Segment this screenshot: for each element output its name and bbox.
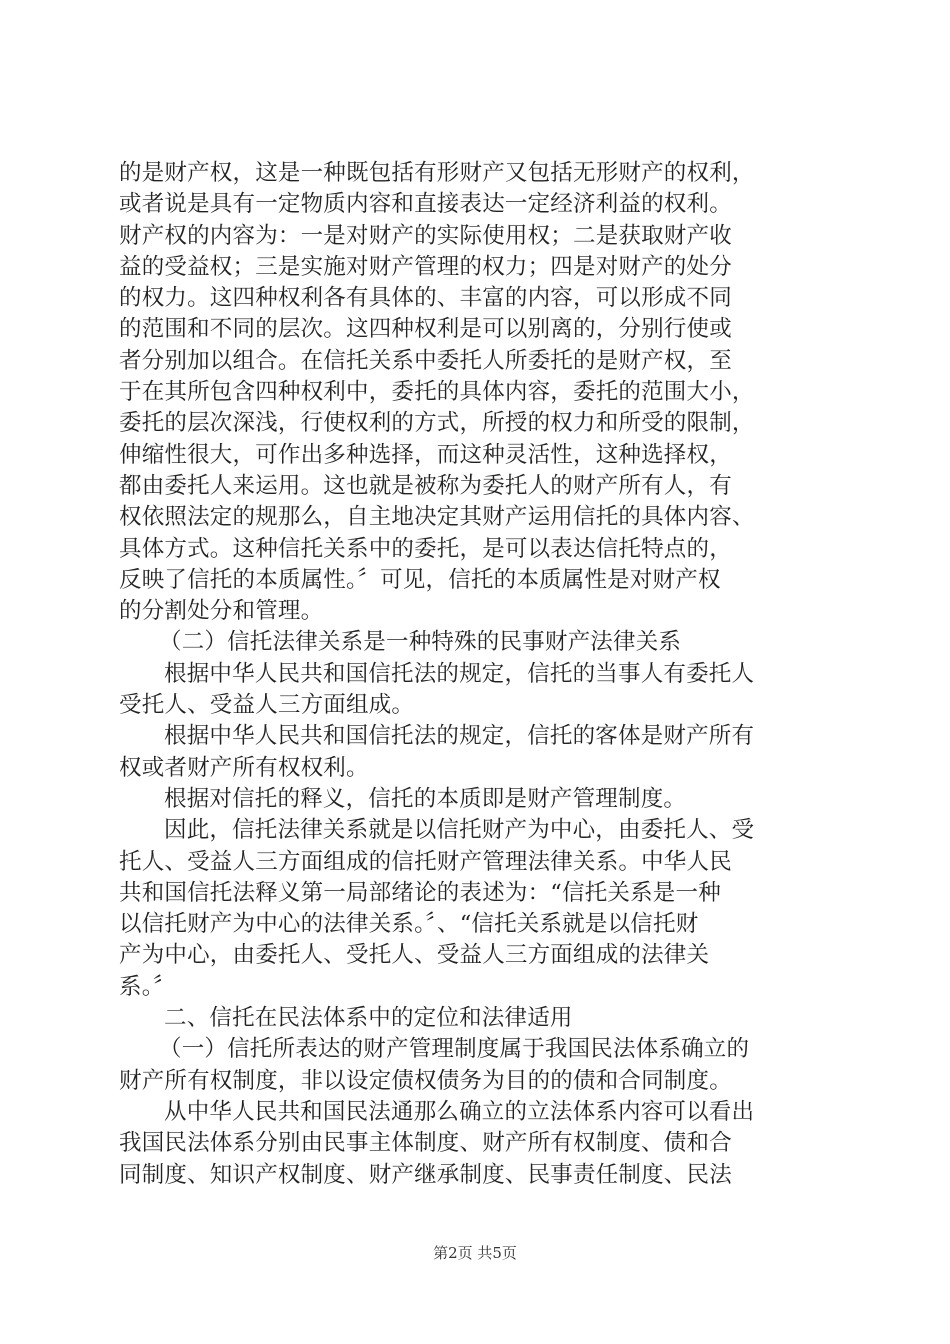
text-line: 我国民法体系分别由民事主体制度、财产所有权制度、债和合 bbox=[119, 1130, 732, 1157]
paragraph-start: 因此，信托法律关系就是以信托财产为中心，由委托人、受 bbox=[164, 817, 755, 844]
paragraph-start: 根据中华人民共和国信托法的规定，信托的当事人有委托人 bbox=[164, 660, 755, 687]
text-line: 者分别加以组合。在信托关系中委托人所委托的是财产权，至 bbox=[119, 347, 732, 374]
document-body bbox=[119, 158, 839, 1191]
paragraph-start: 根据对信托的释义，信托的本质即是财产管理制度。 bbox=[164, 785, 687, 812]
text-line: 委托的层次深浅，行使权利的方式，所授的权力和所受的限制， bbox=[119, 410, 755, 437]
paragraph-start: 从中华人民共和国民法通那么确立的立法体系内容可以看出 bbox=[164, 1098, 755, 1125]
text-line: 具体方式。这种信托关系中的委托，是可以表达信托特点的， bbox=[119, 535, 732, 562]
text-line: 于在其所包含四种权利中，委托的具体内容，委托的范围大小， bbox=[119, 379, 755, 406]
text-line: 共和国信托法释义第一局部绪论的表述为：“信托关系是一种 bbox=[119, 879, 721, 906]
text-line: 的权力。这四种权利各有具体的、丰富的内容，可以形成不同 bbox=[119, 285, 732, 312]
text-line: 的分割处分和管理。 bbox=[119, 598, 324, 625]
text-line: 以信托财产为中心的法律关系。〞、“信托关系就是以信托财 bbox=[119, 911, 699, 938]
text-line: 的范围和不同的层次。这四种权利是可以别离的，分别行使或 bbox=[119, 316, 732, 343]
text-line: 权或者财产所有权权利。 bbox=[119, 754, 369, 781]
text-line: 益的受益权；三是实施对财产管理的权力；四是对财产的处分 bbox=[119, 253, 732, 280]
section-heading: （一）信托所表达的财产管理制度属于我国民法体系确立的 bbox=[159, 1036, 750, 1063]
text-line: 托人、受益人三方面组成的信托财产管理法律关系。中华人民 bbox=[119, 848, 732, 875]
text-line: 同制度、知识产权制度、财产继承制度、民事责任制度、民法 bbox=[119, 1161, 732, 1188]
text-line: 财产所有权制度，非以设定债权债务为目的的债和合同制度。 bbox=[119, 1067, 732, 1094]
text-line: 财产权的内容为：一是对财产的实际使用权；二是获取财产收 bbox=[119, 222, 732, 249]
text-line: 受托人、受益人三方面组成。 bbox=[119, 692, 415, 719]
text-line: 伸缩性很大，可作出多种选择，而这种灵活性，这种选择权， bbox=[119, 441, 732, 468]
text-line: 系。〞 bbox=[119, 973, 176, 1000]
section-heading: （二）信托法律关系是一种特殊的民事财产法律关系 bbox=[159, 629, 682, 656]
text-line: 或者说是具有一定物质内容和直接表达一定经济利益的权利。 bbox=[119, 191, 732, 218]
text-line: 权依照法定的规那么，自主地决定其财产运用信托的具体内容、 bbox=[119, 504, 755, 531]
text-line: 反映了信托的本质属性。〞可见，信托的本质属性是对财产权 bbox=[119, 566, 721, 593]
text-line: 都由委托人来运用。这也就是被称为委托人的财产所有人，有 bbox=[119, 472, 732, 499]
text-line: 产为中心，由委托人、受托人、受益人三方面组成的法律关 bbox=[119, 942, 710, 969]
section-heading: 二、信托在民法体系中的定位和法律适用 bbox=[164, 1005, 573, 1032]
paragraph-start: 根据中华人民共和国信托法的规定，信托的客体是财产所有 bbox=[164, 723, 755, 750]
page-number-footer: 第2页 共5页 bbox=[433, 1244, 517, 1262]
text-line: 的是财产权，这是一种既包括有形财产又包括无形财产的权利， bbox=[119, 160, 755, 186]
